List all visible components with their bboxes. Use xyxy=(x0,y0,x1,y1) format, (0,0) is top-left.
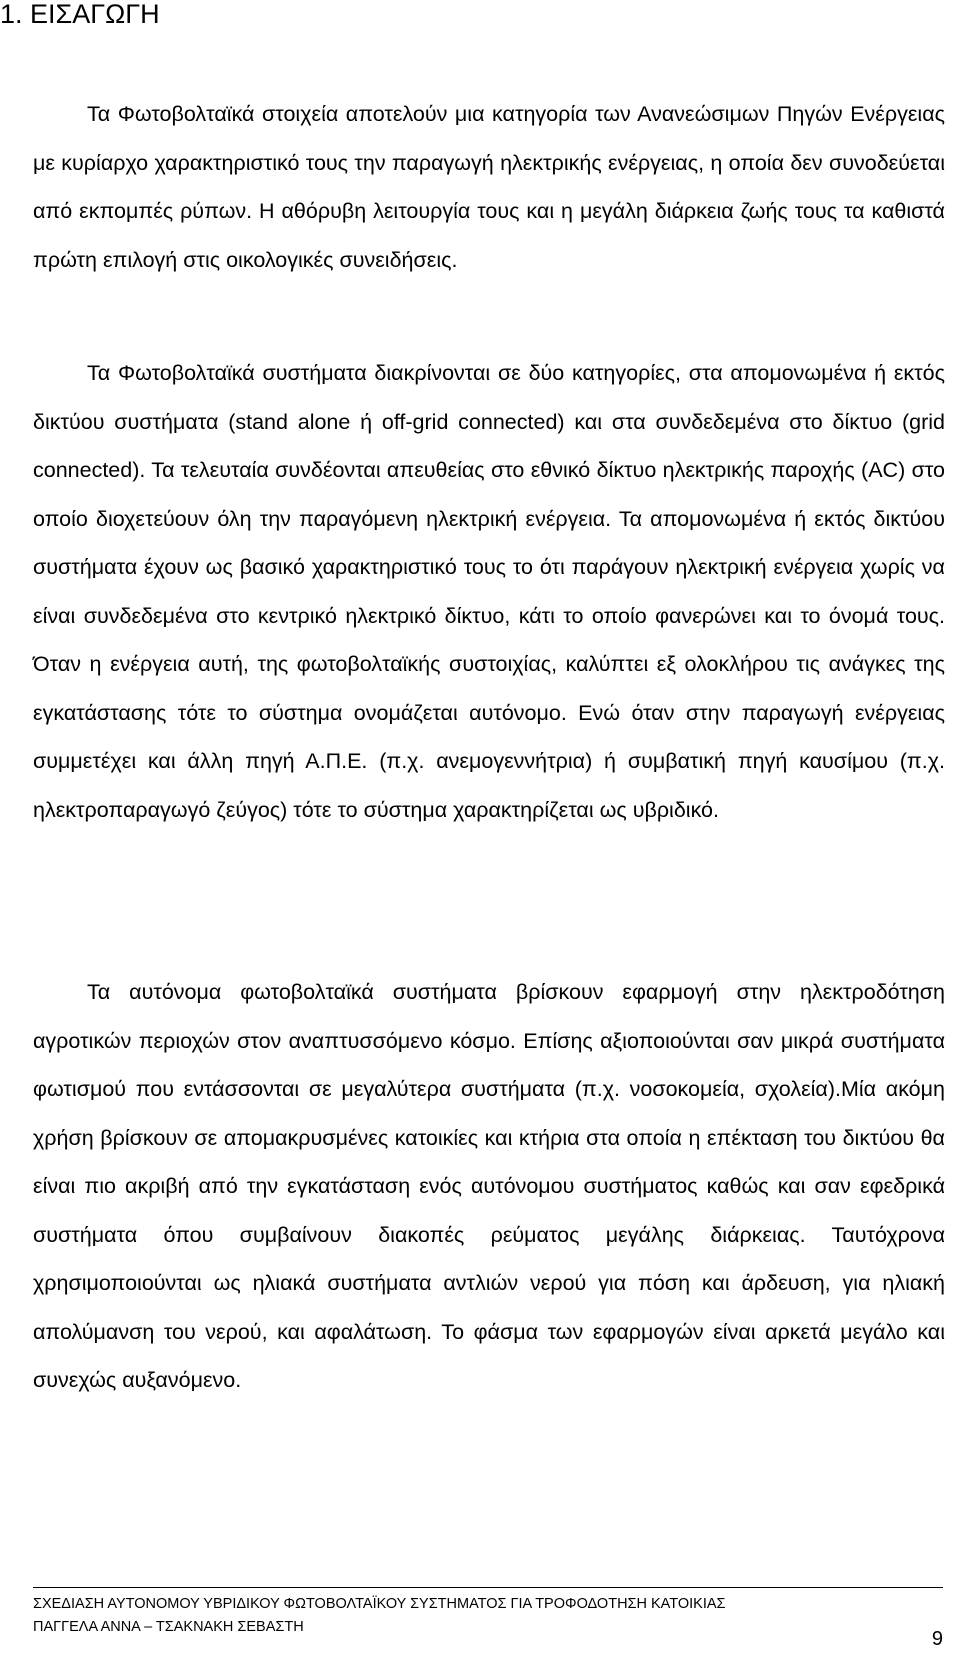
footer-divider xyxy=(33,1587,943,1588)
paragraph-system-types: Τα Φωτοβολταϊκά συστήματα διακρίνονται σε δύο κατηγορίες, στα απομονωμένα ή εκτός δικτύου συστήματα (stand alone ή off-grid connected) και στα συνδεδεμένα στο δίκτυο (grid connected). Τα τελευταία συνδέονται απευθείας στο εθνικό δίκτυο ηλεκτρικής παροχής (AC) στο οποίο διοχετεύουν όλη την παραγόμενη ηλεκτρική ενέργεια. Τα απομονωμένα ή εκτός δικτύου συστήματα έχουν ως βασικό χαρακτηριστικό τους το ότι παράγουν ηλεκτρική ενέργεια χωρίς να είναι συνδεδεμένα στο κεντρικό ηλεκτρικό δίκτυο, κάτι το οποίο φανερώνει και το όνομά τους. Όταν η ενέργεια αυτή, της φωτοβολταϊκής συστοιχίας, καλύπτει εξ ολοκλήρου τις ανάγκες της εγκατάστασης τότε το σύστημα ονομάζεται αυτόνομο. Ενώ όταν στην παραγωγή ενέργειας συμμετέχει και άλλη πηγή Α.Π.Ε. (π.χ. ανεμογεννήτρια) ή συμβατική πηγή καυσίμου (π.χ. ηλεκτροπαραγωγό ζεύγος) τότε το σύστημα χαρακτηρίζεται ως υβριδικό. xyxy=(33,361,945,822)
footer-authors: ΠΑΓΓΕΛΑ ΑΝΝΑ – ΤΣΑΚΝΑΚΗ ΣΕΒΑΣΤΗ xyxy=(33,1619,304,1635)
footer-title: ΣΧΕΔΙΑΣΗ ΑΥΤΟΝΟΜΟΥ ΥΒΡΙΔΙΚΟΥ ΦΩΤΟΒΟΛΤΑΪΚΟΥ ΣΥΣΤΗΜΑΤΟΣ ΓΙΑ ΤΡΟΦΟΔΟΤΗΣΗ ΚΑΤΟΙΚΙΑΣ xyxy=(33,1596,726,1612)
page-number: 9 xyxy=(931,1628,943,1650)
paragraph-intro: Τα Φωτοβολταϊκά στοιχεία αποτελούν μια κατηγορία των Ανανεώσιμων Πηγών Ενέργειας με κυρίαρχο χαρακτηριστικό τους την παραγωγή ηλεκτρικής ενέργειας, η οποία δεν συνοδεύεται από εκπομπές ρύπων. Η αθόρυβη λειτουργία τους και η μεγάλη διάρκεια ζωής τους τα καθιστά πρώτη επιλογή στις οικολογικές συνειδήσεις. xyxy=(33,102,945,272)
section-heading: 1. ΕΙΣΑΓΩΓΗ xyxy=(0,0,160,29)
paragraph-applications: Τα αυτόνομα φωτοβολταϊκά συστήματα βρίσκουν εφαρμογή στην ηλεκτροδότηση αγροτικών περιοχών στον αναπτυσσόμενο κόσμο. Επίσης αξιοποιούνται σαν μικρά συστήματα φωτισμού που εντάσσονται σε μεγαλύτερα συστήματα (π.χ. νοσοκομεία, σχολεία).Μία ακόμη χρήση βρίσκουν σε απομακρυσμένες κατοικίες και κτήρια στα οποία η επέκταση του δικτύου θα είναι πιο ακριβή από την εγκατάσταση ενός αυτόνομου συστήματος καθώς και σαν εφεδρικά συστήματα όπου συμβαίνουν διακοπές ρεύματος μεγάλης διάρκειας. Ταυτόχρονα χρησιμοποιούνται ως ηλιακά συστήματα αντλιών νερού για πόση και άρδευση, για ηλιακή απολύμανση του νερού, και αφαλάτωση. Το φάσμα των εφαρμογών είναι αρκετά μεγάλο και συνεχώς αυξανόμενο. xyxy=(33,980,945,1392)
